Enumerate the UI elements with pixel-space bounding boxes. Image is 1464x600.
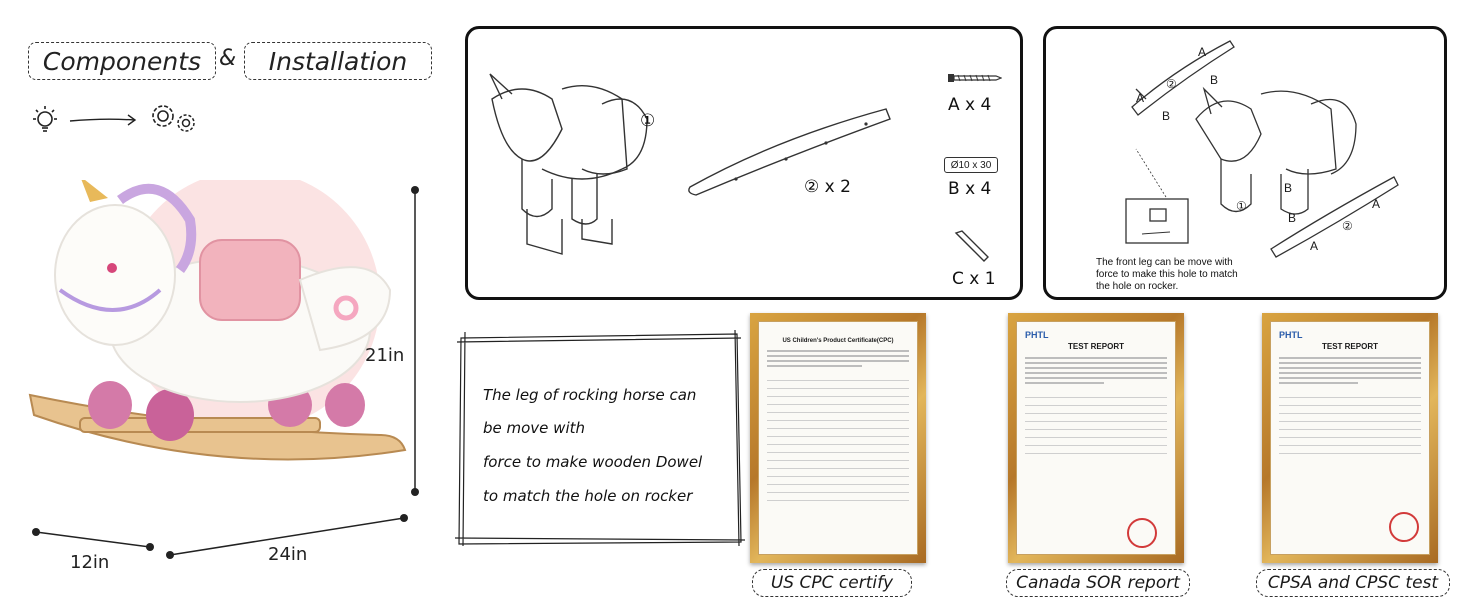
depth-dimension: 12in <box>70 552 110 573</box>
assembly-panel <box>1043 26 1447 300</box>
sor-report-certificate <box>1008 313 1184 563</box>
cpc-certificate <box>750 313 926 563</box>
cert-2-header: TEST REPORT <box>1067 342 1124 351</box>
dowel-tag: Ø10 x 30 <box>944 157 998 173</box>
sor-caption: Canada SOR report <box>1006 569 1190 597</box>
height-dimension: 21in <box>365 345 405 366</box>
tip-line-3: force to make wooden Dowel <box>483 453 703 471</box>
cpsc-test-certificate <box>1262 313 1438 563</box>
cert-1-header: US Children's Product Certificate(CPC) <box>782 338 894 344</box>
cpc-caption: US CPC certify <box>752 569 912 597</box>
cpsc-caption: CPSA and CPSC test <box>1256 569 1450 597</box>
tip-line-4: to match the hole on rocker <box>483 487 693 505</box>
parts-panel <box>465 26 1023 300</box>
dowel-label: B x 4 <box>948 179 992 199</box>
assembly-note: The front leg can be move with force to make this hole to match the hole on rocker. <box>1096 257 1238 292</box>
screw-icon <box>946 71 1002 85</box>
tip-line-2: be move with <box>483 419 586 437</box>
ampersand: & <box>219 46 237 71</box>
assembly-label-a-1: A <box>1198 45 1207 59</box>
cert-2-logo: PHTL <box>1025 330 1049 340</box>
assembly-label-1: ① <box>1236 199 1247 213</box>
cert-3-header: TEST REPORT <box>1321 342 1378 351</box>
assembly-label-b-4: B <box>1284 181 1293 195</box>
assembly-label-a-4: A <box>1310 239 1319 253</box>
tip-line-1: The leg of rocking horse can <box>483 386 697 404</box>
assembly-label-b-1: B <box>1210 73 1219 87</box>
wrench-label: C x 1 <box>952 269 996 289</box>
assembly-label-a-3: A <box>1372 197 1381 211</box>
cert-3-seal <box>1389 512 1419 542</box>
part2-label: ② x 2 <box>804 177 851 197</box>
assembly-label-a-2: A <box>1136 91 1145 105</box>
installation-label: Installation <box>244 42 432 80</box>
rocker-drawing <box>686 99 892 199</box>
assembly-label-b-3: B <box>1288 211 1297 225</box>
tip-box-frame <box>455 330 745 548</box>
assembly-label-2-2: ② <box>1342 219 1353 233</box>
length-dimension: 24in <box>268 544 308 565</box>
screw-label: A x 4 <box>948 95 992 115</box>
cert-3-logo: PHTL <box>1279 330 1303 340</box>
seat-body-drawing <box>482 69 652 269</box>
assembly-label-b-2: B <box>1162 109 1171 123</box>
components-label: Components <box>28 42 216 80</box>
cert-2-seal <box>1127 518 1157 548</box>
assembly-label-2-1: ② <box>1166 77 1177 91</box>
part1-number: ① <box>640 111 656 131</box>
allen-wrench-icon <box>952 229 992 263</box>
